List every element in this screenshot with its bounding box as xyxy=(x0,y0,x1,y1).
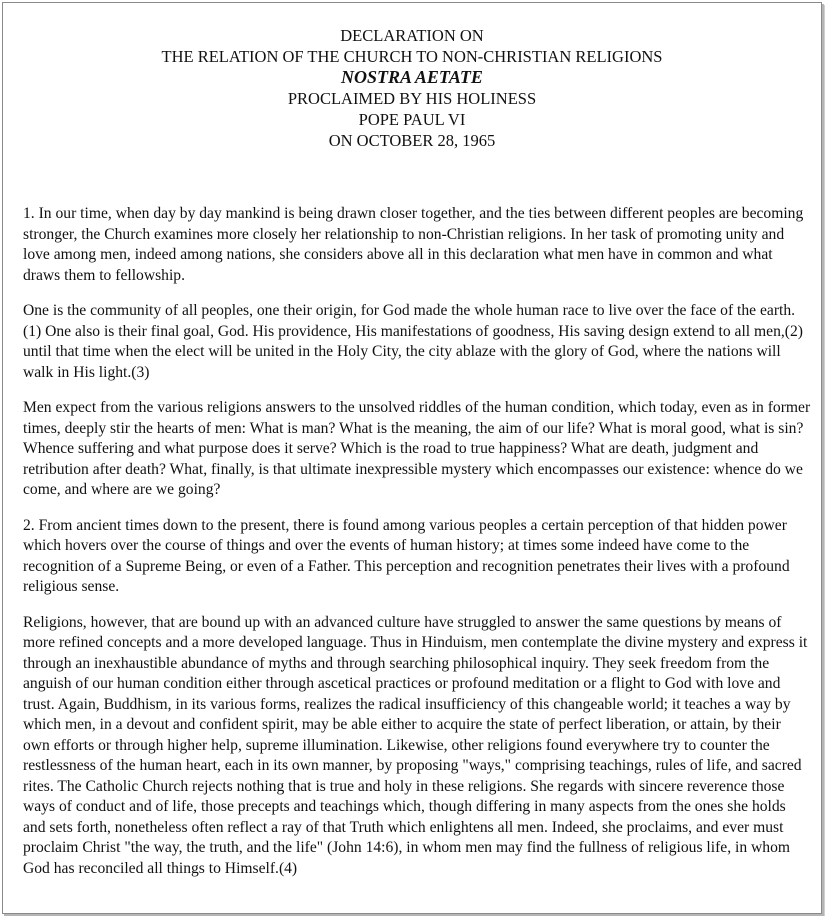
header-line-pope: POPE PAUL VI xyxy=(358,110,466,129)
paragraph-5: Religions, however, that are bound up with an advanced culture have struggled to answer the same questions by means of more refined concepts and a more developed language. Thus in Hinduism, men contemplate the divine mystery and express it through an inexhaustible abundance of myths and through searching philosophical inquiry. They seek freedom from the anguish of our human condition either through ascetical practices or profound meditation or a flight to God with love and trust. Again, Buddhism, in its various forms, realizes the radical insufficiency of this changeable world; it teaches a way by which men, in a devout and confident spirit, may be able either to acquire the state of perfect liberation, or attain, by their own efforts or through higher help, supreme illumination. Likewise, other religions found everywhere try to counter the restlessness of the human heart, each in its own manner, by proposing "ways," comprising teachings, rules of life, and sacred rites. The Catholic Church rejects nothing that is true and holy in these religions. She regards with sincere reverence those ways of conduct and of life, those precepts and teachings which, though differing in many aspects from the ones she holds and sets forth, nonetheless often reflect a ray of that Truth which enlightens all men. Indeed, she proclaims, and ever must proclaim Christ "the way, the truth, and the life" (John 14:6), in whom men may find the fullness of religious life, in whom God has reconciled all things to Himself.(4) xyxy=(23,613,808,877)
header-line-proclaimed: PROCLAIMED BY HIS HOLINESS xyxy=(287,89,537,108)
document-body xyxy=(23,204,811,894)
header-line-date: ON OCTOBER 28, 1965 xyxy=(328,131,496,150)
paragraph-4: 2. From ancient times down to the present, there is found among various peoples a certain perception of that hidden power which hovers over the course of things and over the events of human history; at times some indeed have come to the recognition of a Supreme Being, or even of a Father. This perception and recognition penetrates their lives with a profound religious sense. xyxy=(23,516,790,595)
header-line-relation: THE RELATION OF THE CHURCH TO NON-CHRISTIAN RELIGIONS xyxy=(161,47,663,66)
header-line-latin-title: NOSTRA AETATE xyxy=(341,67,483,87)
paragraph-1: 1. In our time, when day by day mankind is being drawn closer together, and the ties between different peoples are becoming stronger, the Church examines more closely her relationship to non-Christian religions. In her task of promoting unity and love among men, indeed among nations, she considers above all in this declaration what men have in common and what draws them to fellowship. xyxy=(23,205,804,284)
header-line-declaration: DECLARATION ON xyxy=(340,26,484,45)
paragraph-2: One is the community of all peoples, one their origin, for God made the whole human race to live over the face of the earth.(1) One also is their final goal, God. His providence, His manifestations of goodness, His saving design extend to all men,(2) until that time when the elect will be united in the Holy City, the city ablaze with the glory of God, where the nations will walk in His light.(3) xyxy=(23,302,803,381)
document-page xyxy=(2,2,822,914)
paragraph-3: Men expect from the various religions answers to the unsolved riddles of the human condition, which today, even as in former times, deeply stir the hearts of men: What is man? What is the meaning, the aim of our life? What is moral good, what is sin? Whence suffering and what purpose does it serve? Which is the road to true happiness? What are death, judgment and retribution after death? What, finally, is that ultimate inexpressible mystery which encompasses our existence: whence do we come, and where are we going? xyxy=(23,399,811,498)
document-header xyxy=(3,25,821,151)
